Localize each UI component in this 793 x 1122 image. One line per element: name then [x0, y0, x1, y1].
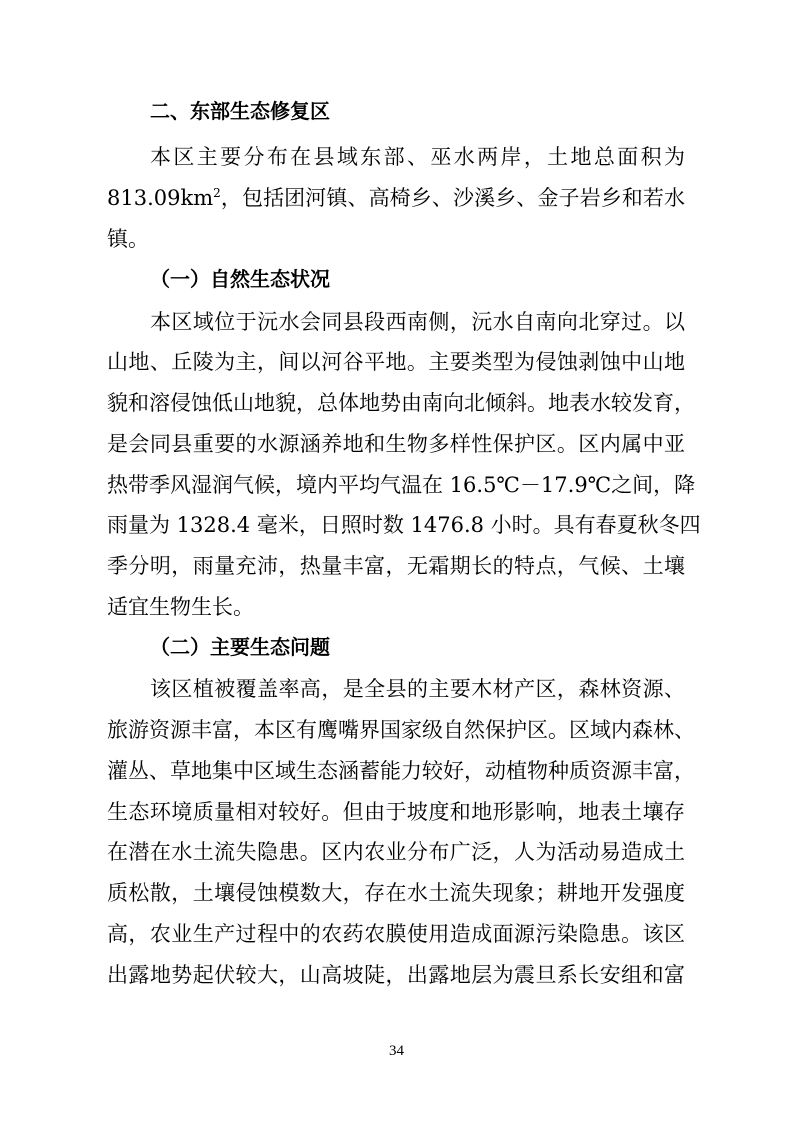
- paragraph-line: 貌和溶侵蚀低山地貌，总体地势由南向北倾斜。地表水较发育，: [107, 391, 695, 415]
- paragraph-line: 雨量为 1328.4 毫米，日照时数 1476.8 小时。具有春夏秋冬四: [107, 513, 701, 537]
- paragraph-line: [107, 184, 685, 212]
- paragraph-line: 高，农业生产过程中的农药农膜使用造成面源污染隐患。该区: [107, 922, 685, 946]
- paragraph-line: 热带季风湿润气候，境内平均气温在 16.5℃－17.9℃之间，降: [107, 473, 696, 497]
- paragraph-line: 该区植被覆盖率高，是全县的主要木材产区，森林资源、: [150, 677, 685, 701]
- paragraph-line: 旅游资源丰富，本区有鹰嘴界国家级自然保护区。区域内森林、: [107, 718, 695, 742]
- paragraph-line: 生态环境质量相对较好。但由于坡度和地形影响，地表土壤存: [107, 800, 685, 824]
- area-value: 813.09km: [107, 186, 214, 210]
- paragraph-text: ，包括团河镇、高椅乡、沙溪乡、金子岩乡和若水: [220, 186, 685, 210]
- paragraph-line: 在潜在水土流失隐患。区内农业分布广泛，人为活动易造成土: [107, 840, 685, 864]
- paragraph-line: 山地、丘陵为主，间以河谷平地。主要类型为侵蚀剥蚀中山地: [107, 350, 685, 374]
- paragraph-line: 质松散，土壤侵蚀模数大，存在水土流失现象；耕地开发强度: [107, 881, 685, 905]
- subsection-title: （一）自然生态状况: [150, 267, 330, 291]
- subsection-title: （二）主要生态问题: [150, 635, 330, 659]
- paragraph-line: 出露地势起伏较大，山高坡陡，出露地层为震旦系长安组和富: [107, 963, 685, 987]
- paragraph-line: 灌丛、草地集中区域生态涵蓄能力较好，动植物种质资源丰富，: [107, 759, 695, 783]
- paragraph-line: 本区域位于沅水会同县段西南侧，沅水自南向北穿过。以: [150, 310, 685, 334]
- page-number: 34: [389, 1043, 404, 1059]
- paragraph-line: 是会同县重要的水源涵养地和生物多样性保护区。区内属中亚: [107, 432, 685, 456]
- paragraph-line: 本区主要分布在县域东部、巫水两岸，土地总面积为: [150, 145, 685, 169]
- paragraph-line: 镇。: [107, 227, 149, 251]
- section-title: 二、东部生态修复区: [150, 99, 330, 123]
- paragraph-line: 适宜生物生长。: [107, 595, 254, 619]
- area-unit-superscript: 2: [213, 186, 221, 200]
- paragraph-line: 季分明，雨量充沛，热量丰富，无霜期长的特点，气候、土壤: [107, 554, 685, 578]
